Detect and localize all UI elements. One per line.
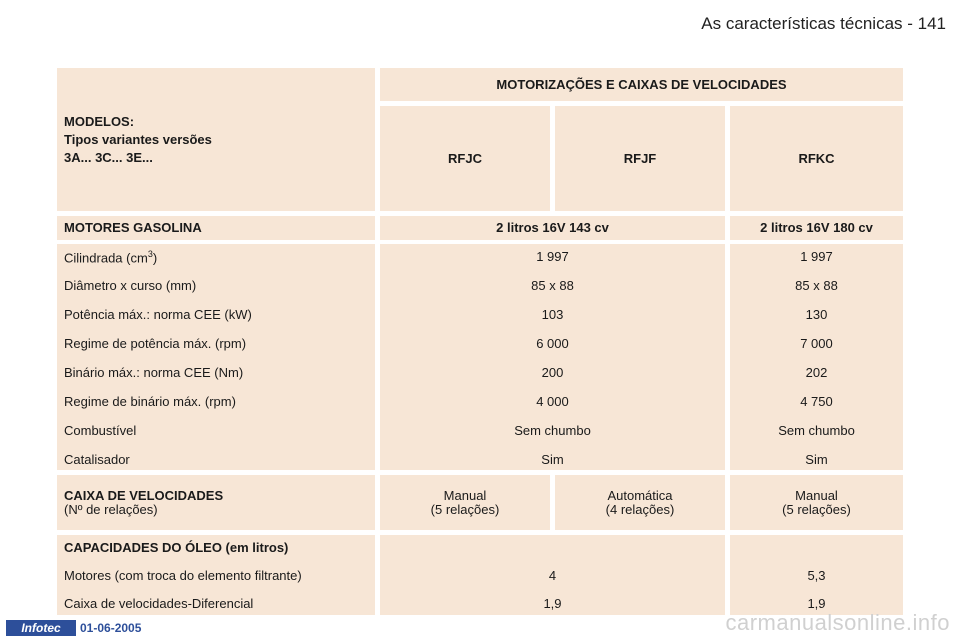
spec-label-diametro: Diâmetro x curso (mm) [64,278,197,293]
motores-col2-cell [730,216,903,240]
engine-code-cell-1 [380,106,550,211]
engine-code: RFJC [448,150,482,166]
spec-label-catalisador: Catalisador [64,452,130,467]
motores-label: MOTORES GASOLINA [64,220,202,235]
page-title: As características técnicas - 141 [701,14,946,33]
spec-v1-diametro: 85 x 88 [531,278,574,293]
spec-v2-cilindrada: 1 997 [800,249,833,264]
motores-col2: 2 litros 16V 180 cv [760,220,873,235]
models-cell [57,68,375,211]
spec-label-binario: Binário máx.: norma CEE (Nm) [64,365,244,380]
spec-v1-regime-potencia: 6 000 [536,336,569,351]
spec-v2-catalisador: Sim [805,452,828,467]
gearbox-type: Manual [795,487,838,503]
spec-v1-regime-binario: 4 000 [536,394,569,409]
motores-label-cell [57,216,375,240]
spec-label-regime-potencia: Regime de potência máx. (rpm) [64,336,247,351]
oil-label-caixa: Caixa de velocidades-Diferencial [64,596,254,611]
engine-code-cell-3 [730,106,903,211]
group-header: MOTORIZAÇÕES E CAIXAS DE VELOCIDADES [496,76,787,92]
gearbox-cell-1 [380,475,550,530]
footer-date: 01-06-2005 [80,621,142,635]
spec-v2-binario: 202 [805,365,828,380]
spec-v2-combustivel: Sem chumbo [778,423,855,438]
oil-v2-caixa: 1,9 [807,596,826,611]
spec-v2-regime-binario: 4 750 [800,394,833,409]
models-versions-label: 3A... 3C... 3E... [64,149,153,165]
oil-v1-motores: 4 [548,568,557,583]
models-variants-label: Tipos variantes versões [64,131,212,147]
site-watermark: carmanualsonline.info [725,610,950,635]
spec-v1-potencia: 103 [541,307,564,322]
motores-col1-cell [380,216,725,240]
gearbox-detail: (4 relações) [605,501,675,517]
oil-v2-motores: 5,3 [807,568,826,583]
spec-label-text: Cilindrada (cm [64,250,148,266]
spec-v2-potencia: 130 [805,307,828,322]
spec-label-cilindrada [64,249,157,265]
spec-label-combustivel: Combustível [64,423,137,438]
spec-label-regime-binario: Regime de binário máx. (rpm) [64,394,236,409]
spec-v2-diametro: 85 x 88 [795,278,838,293]
gearbox-cell-3 [730,475,903,530]
oil-v1-caixa: 1,9 [543,596,562,611]
spec-v1-combustivel: Sem chumbo [514,423,591,438]
gearbox-label-cell [57,475,375,530]
gearbox-cell-2 [555,475,725,530]
engine-code: RFJF [623,150,657,166]
gearbox-type: Automática [607,487,673,503]
spec-v2-regime-potencia: 7 000 [800,336,833,351]
spec-v1-cilindrada: 1 997 [536,249,569,264]
models-label: MODELOS: [64,113,135,129]
engine-code: RFKC [798,150,835,166]
gearbox-label: CAIXA DE VELOCIDADES [64,487,224,503]
spec-label-potencia: Potência máx.: norma CEE (kW) [64,307,252,322]
group-header-cell [380,68,903,101]
engine-code-cell-2 [555,106,725,211]
spec-label-sup: 3 [147,249,153,259]
spec-label-close: ) [152,250,158,266]
gearbox-type: Manual [443,487,487,503]
oil-label-motores: Motores (com troca do elemento filtrante) [64,568,302,583]
spec-v1-binario: 200 [541,365,564,380]
gearbox-sublabel: (Nº de relações) [64,501,158,517]
infotec-logo: Infotec [6,620,76,636]
gearbox-detail: (5 relações) [782,501,851,517]
spec-v1-catalisador: Sim [541,452,564,467]
oil-label: CAPACIDADES DO ÓLEO (em litros) [64,540,289,555]
motores-col1: 2 litros 16V 143 cv [496,220,609,235]
gearbox-detail: (5 relações) [430,501,500,517]
